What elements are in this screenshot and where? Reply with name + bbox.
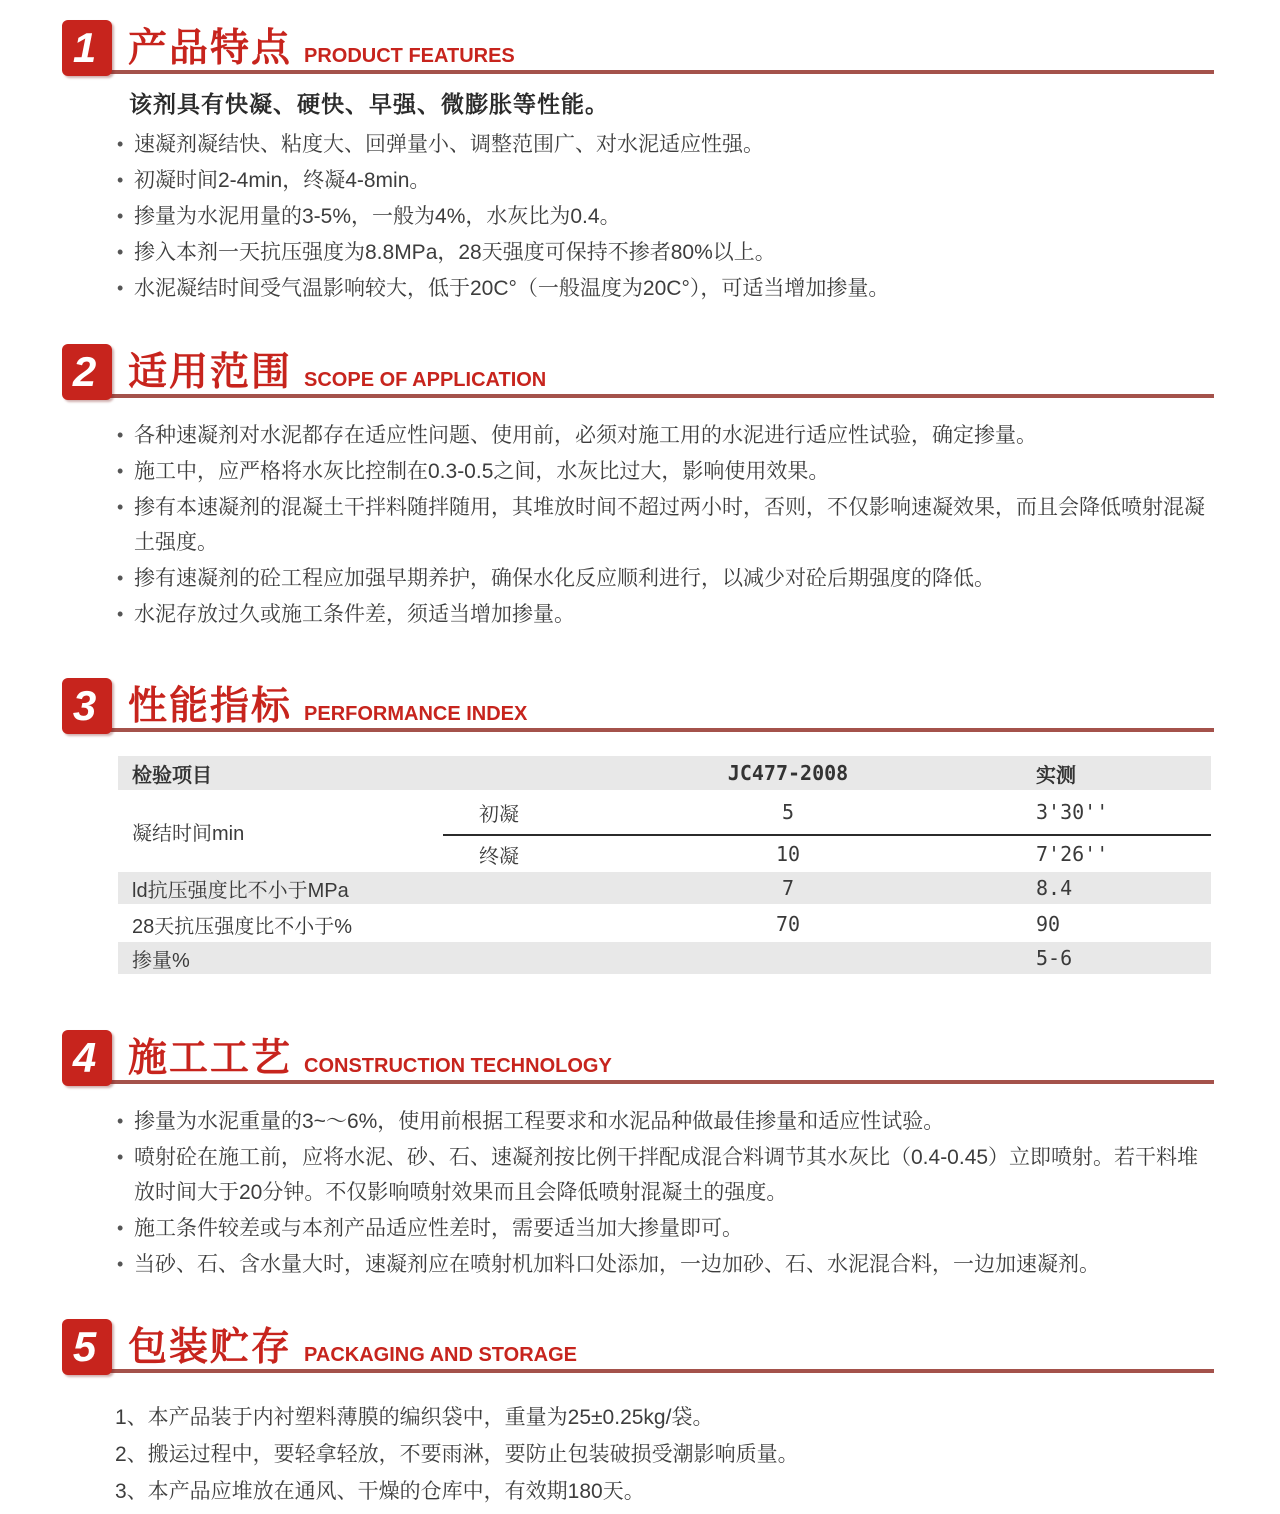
- section-3-subtitle: PERFORMANCE INDEX: [304, 703, 528, 725]
- section-5-title: 包装贮存: [128, 1326, 293, 1369]
- section-3-title: 性能指标: [128, 685, 293, 728]
- features-bullet-list: [115, 127, 1214, 306]
- section-product-features: [0, 20, 1280, 306]
- construction-bullet-list: [115, 1104, 1214, 1282]
- subrow-measured-value: 3'30'': [1036, 800, 1109, 824]
- section-2-subtitle: SCOPE OF APPLICATION: [304, 369, 547, 391]
- packaging-numbered-list: [115, 1399, 1214, 1510]
- features-intro-line: 该剂具有快凝、硬快、早强、微膨胀等性能。: [129, 91, 609, 117]
- bullet-item: • 当砂、石、含水量大时，速凝剂应在喷射机加料口处添加，一边加砂、石、水泥混合料，一边加速凝剂。: [115, 1247, 1214, 1282]
- bullet-item: • 掺量为水泥用量的3-5%，一般为4%，水灰比为0.4。: [115, 199, 1214, 234]
- subrow-standard-value: 10: [775, 842, 801, 866]
- bullet-item: • 各种速凝剂对水泥都存在适应性问题、使用前，必须对施工用的水泥进行适应性试验，确定掺量。: [115, 418, 1214, 453]
- table-row-28d-strength: [118, 906, 1211, 942]
- section-packaging-and-storage: [0, 1319, 1280, 1510]
- section-3-underline: [66, 728, 1214, 732]
- table-row-setting-time: [118, 790, 1211, 872]
- section-scope-of-application: [0, 344, 1280, 632]
- section-3-titles: [128, 687, 527, 726]
- bullet-item: • 初凝时间2-4min，终凝4-8min。: [115, 163, 1214, 198]
- subrow-name: 终凝: [479, 845, 519, 868]
- setting-time-label: 凝结时间min: [132, 822, 245, 845]
- section-3-header: [62, 678, 1214, 734]
- table-row-dosage: [118, 942, 1211, 974]
- section-5-number-badge: 5: [62, 1319, 112, 1375]
- section-2-underline: [66, 394, 1214, 398]
- section-4-number-badge: 4: [62, 1030, 112, 1086]
- table-header-item: 检验项目: [132, 764, 212, 787]
- section-2-title: 适用范围: [128, 351, 293, 394]
- section-5-header: [62, 1319, 1214, 1375]
- section-2-header: [62, 344, 1214, 400]
- bullet-item: • 施工条件较差或与本剂产品适应性差时，需要适当加大掺量即可。: [115, 1211, 1214, 1246]
- section-4-titles: [128, 1039, 612, 1078]
- table-subrow-initial-set: [443, 790, 1211, 834]
- section-2-content: [115, 418, 1214, 632]
- section-1-header: [62, 20, 1214, 76]
- section-4-underline: [66, 1080, 1214, 1084]
- section-4-content: [115, 1104, 1214, 1282]
- row-measured-value: 5-6: [1036, 946, 1073, 970]
- section-1-subtitle: PRODUCT FEATURES: [304, 45, 515, 67]
- bullet-item: • 掺有本速凝剂的混凝土干拌料随拌随用，其堆放时间不超过两小时，否则，不仅影响速凝效果，而且会降低喷射混凝土强度。: [115, 490, 1214, 560]
- section-3-number-badge: 3: [62, 678, 112, 734]
- section-5-titles: [128, 1328, 577, 1367]
- scope-bullet-list: [115, 418, 1214, 632]
- row-measured-value: 90: [1036, 912, 1061, 936]
- table-subrow-final-set: [443, 836, 1211, 872]
- row-measured-value: 8.4: [1036, 876, 1073, 900]
- numbered-item: 1、本产品装于内衬塑料薄膜的编织袋中，重量为25±0.25kg/袋。: [115, 1406, 714, 1429]
- section-1-titles: [128, 29, 515, 68]
- bullet-item: • 掺入本剂一天抗压强度为8.8MPa，28天强度可保持不掺者80%以上。: [115, 235, 1214, 270]
- row-standard-value: 70: [775, 912, 801, 936]
- row-label: 28天抗压强度比不小于%: [132, 915, 353, 938]
- row-label: 掺量%: [132, 949, 190, 972]
- subrow-measured-value: 7'26'': [1036, 842, 1109, 866]
- section-2-titles: [128, 353, 546, 392]
- table-header-measured: 实测: [1036, 764, 1076, 787]
- section-1-underline: [66, 70, 1214, 74]
- bullet-item: • 喷射砼在施工前，应将水泥、砂、石、速凝剂按比例干拌配成混合料调节其水灰比（0.4-0.45）立即喷射。若干料堆放时间大于20分钟。不仅影响喷射效果而且会降低喷射混凝土的强度。: [115, 1140, 1214, 1210]
- performance-index-table: [118, 756, 1211, 974]
- section-1-number-badge: 1: [62, 20, 112, 76]
- section-performance-index: [0, 678, 1280, 974]
- subrow-name: 初凝: [479, 803, 519, 826]
- table-header-row: [118, 756, 1211, 790]
- section-2-number-badge: 2: [62, 344, 112, 400]
- numbered-item: 3、本产品应堆放在通风、干燥的仓库中，有效期180天。: [115, 1480, 645, 1503]
- section-5-subtitle: PACKAGING AND STORAGE: [304, 1344, 577, 1366]
- row-standard-value: 7: [781, 876, 795, 900]
- bullet-item: • 掺有速凝剂的砼工程应加强早期养护，确保水化反应顺利进行，以减少对砼后期强度的降低。: [115, 561, 1214, 596]
- section-5-underline: [66, 1369, 1214, 1373]
- bullet-item: • 水泥凝结时间受气温影响较大，低于20C°（一般温度为20C°），可适当增加掺量。: [115, 271, 1214, 306]
- section-1-content: [115, 89, 1214, 306]
- section-4-header: [62, 1030, 1214, 1086]
- bullet-item: • 掺量为水泥重量的3~～6%，使用前根据工程要求和水泥品种做最佳掺量和适应性试验。: [115, 1104, 1214, 1139]
- section-1-title: 产品特点: [128, 27, 293, 70]
- bullet-item: • 速凝剂凝结快、粘度大、回弹量小、调整范围广、对水泥适应性强。: [115, 127, 1214, 162]
- section-4-title: 施工工艺: [128, 1037, 293, 1080]
- numbered-item: 2、搬运过程中，要轻拿轻放，不要雨淋，要防止包装破损受潮影响质量。: [115, 1443, 799, 1466]
- subrow-standard-value: 5: [781, 800, 795, 824]
- table-row-1d-strength: [118, 872, 1211, 904]
- setting-time-subrows: [443, 790, 1211, 872]
- section-construction-technology: [0, 1030, 1280, 1282]
- row-label: ld抗压强度比不小于MPa: [132, 879, 349, 902]
- bullet-item: • 水泥存放过久或施工条件差，须适当增加掺量。: [115, 597, 1214, 632]
- table-header-standard: JC477-2008: [727, 761, 849, 785]
- bullet-item: • 施工中，应严格将水灰比控制在0.3-0.5之间，水灰比过大，影响使用效果。: [115, 454, 1214, 489]
- section-4-subtitle: CONSTRUCTION TECHNOLOGY: [304, 1055, 612, 1077]
- section-5-content: [115, 1399, 1214, 1510]
